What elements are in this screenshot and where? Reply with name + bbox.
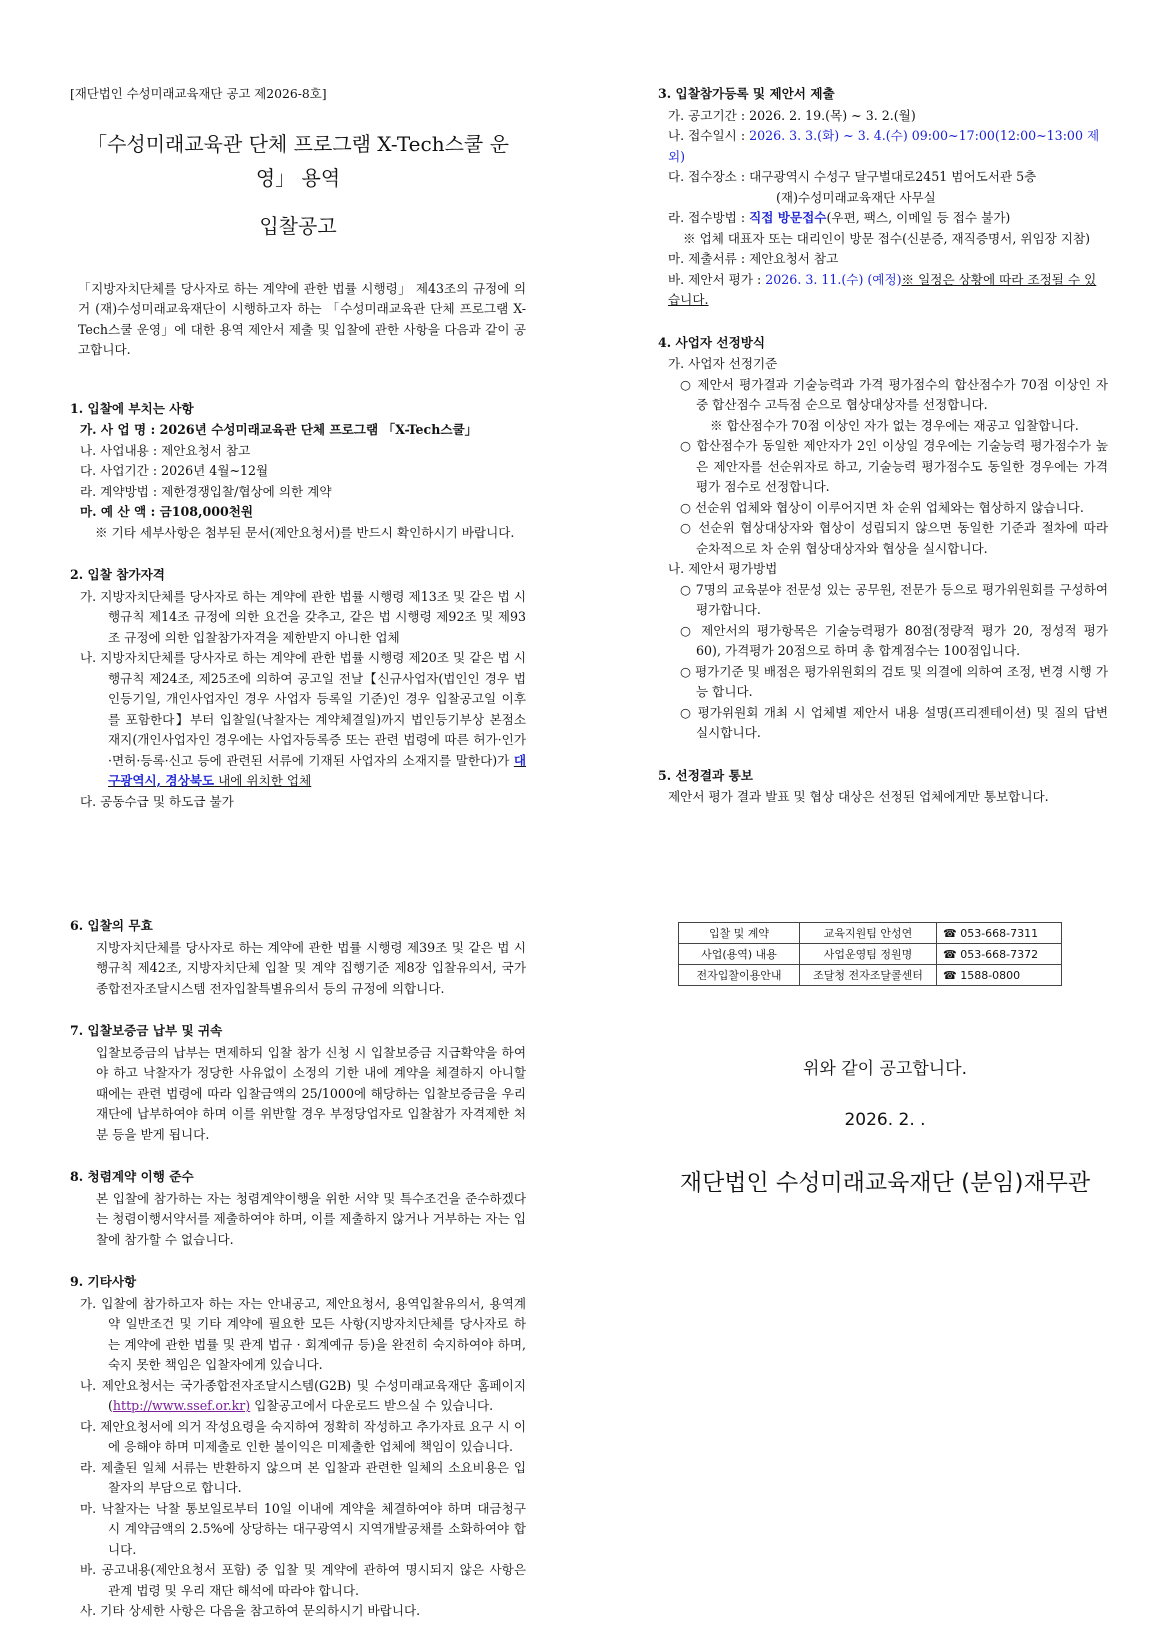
s9-item-e: 마. 낙찰자는 낙찰 통보일로부터 10일 이내에 계약을 체결하여야 하며 대금청구 시 계약금액의 2.5%에 상당하는 대구광역시 지역개발공채를 소화하여야 합니다.	[80, 1500, 526, 1557]
homepage-link[interactable]: http://www.ssef.or.kr)	[112, 1398, 251, 1413]
s2-item-a: 가. 지방자치단체를 당사자로 하는 계약에 관한 법률 시행령 제13조 및 같은 법 시행규칙 제14조 규정에 의한 요건을 갖추고, 같은 법 시행령 제92조 및 제93조 규정에 의한 입찰참가자격을 제한받지 아니한 업체	[80, 588, 526, 645]
title-line-1: 「수성미래교육관 단체 프로그램 X-Tech스쿨 운영」 용역	[87, 131, 509, 190]
contact-row	[679, 965, 1062, 986]
s3-notice-period: 가. 공고기간 : 2026. 2. 19.(목) ~ 3. 2.(월)	[668, 107, 916, 123]
section-5	[658, 766, 1108, 808]
section-7	[70, 1021, 526, 1145]
document-title	[70, 127, 526, 243]
s1-note: ※ 기타 세부사항은 첨부된 문서(제안요청서)를 반드시 확인하시기 바랍니다.	[95, 524, 515, 540]
s4-method-2: ○ 제안서의 평가항목은 기술능력평가 80점(정량적 평가 20, 정성적 평가 60), 가격평가 20점으로 하며 총 합계점수는 100점입니다.	[680, 622, 1108, 658]
s3-evaluation-label: 바. 제안서 평가 :	[668, 271, 766, 287]
s3-reception-method-tail: (우편, 팩스, 이메일 등 접수 불가)	[826, 210, 1011, 225]
section-7-heading: 7. 입찰보증금 납부 및 귀속	[70, 1023, 223, 1038]
section-2-heading: 2. 입찰 참가자격	[70, 567, 165, 582]
s3-evaluation-note: ※ 일정은 상황에 따라 조정될 수 있습니다.	[668, 271, 1097, 307]
s2-item-b-region: 대구광역시, 경상북도	[108, 752, 526, 788]
s8-body: 본 입찰에 참가하는 자는 청렴계약이행을 위한 서약 및 특수조건을 준수하겠다는 청렴이행서약서를 제출하여야 하며, 이를 제출하지 않거나 거부하는 자는 입찰에 참가할 수 없습니다.	[96, 1190, 526, 1247]
s4-method-4: ○ 평가위원회 개최 시 업체별 제안서 내용 설명(프리젠테이션) 및 질의 답변 실시합니다.	[680, 704, 1108, 740]
s2-item-b-text: 나. 지방자치단체를 당사자로 하는 계약에 관한 법률 시행령 제20조 및 같은 법 시행규칙 제24조, 제25조에 의하여 공고일 전날【신규사업자(법인인 경우 법인등기일, 개인사업자인 경우 사업자 등록일 기준)인 경우 입찰공고일 이후를 포함한다】부터 입찰일(낙찰자는 계약체결일)까지 법인등기부상 본점소재지(개인사업자인 경우에는 사업자등록증 또는 관련 법령에 따른 허가·인가·면허·등록·신고 등에 관련된 서류에 기재된 사업자의 소재지를 말한다)가	[80, 650, 526, 768]
section-3-heading: 3. 입찰참가등록 및 제안서 제출	[658, 86, 835, 101]
left-column-bottom	[70, 916, 526, 1644]
contact-phone: ☎ 1588-0800	[937, 965, 1062, 986]
s4-method-1: ○ 7명의 교육분야 전문성 있는 공무원, 전문가 등으로 평가위원회를 구성하여 평가합니다.	[680, 581, 1108, 617]
section-4	[658, 333, 1108, 744]
contact-team: 교육지원팀 안성연	[800, 923, 937, 944]
s9-item-a: 가. 입찰에 참가하고자 하는 자는 안내공고, 제안요청서, 용역입찰유의서, 용역계약 일반조건 및 기타 계약에 필요한 모든 사항(지방자치단체를 당사자로 하는 계약에 관한 법률 및 관계 법규 · 회계예규 등)을 완전히 숙지하여야 하며, 숙지 못한 책임은 입찰자에게 있습니다.	[80, 1295, 526, 1372]
s3-reception-time-label: 나. 접수일시 :	[668, 128, 750, 143]
left-column-top	[70, 84, 526, 834]
section-2	[70, 565, 526, 812]
section-4-heading: 4. 사업자 선정방식	[658, 334, 766, 350]
contact-table	[678, 922, 1062, 986]
s7-body: 입찰보증금의 납부는 면제하되 입찰 참가 신청 시 입찰보증금 지급확약을 하여야 하고 낙찰자가 정당한 사유없이 소정의 기한 내에 계약을 체결하지 아니할 때에는 관련 법령에 따라 입찰금액의 25/1000에 해당하는 입찰보증금을 우리 재단에 납부하여야 하며 이를 위반할 경우 부정당업자로 입찰참가 자격제한 처분 등을 받게 됩니다.	[96, 1044, 526, 1142]
section-8	[70, 1167, 526, 1250]
section-1	[70, 399, 526, 544]
s3-reception-place: 다. 접수장소 : 대구광역시 수성구 달구벌대로2451 범어도서관 5층	[668, 169, 1037, 184]
section-1-heading: 1. 입찰에 부치는 사항	[70, 400, 194, 416]
s2-item-b	[70, 648, 526, 792]
s4-method-3: ○ 평가기준 및 배점은 평가위원회의 검토 및 의결에 의하여 조정, 변경 시행 가능 합니다.	[680, 663, 1108, 699]
contact-row	[679, 923, 1062, 944]
contact-team: 조달청 전자조달콜센터	[800, 965, 937, 986]
s2-item-c: 다. 공동수급 및 하도급 불가	[80, 793, 234, 809]
s1-project-name: 가. 사 업 명 : 2026년 수성미래교육관 단체 프로그램 「X-Tech스쿨」	[80, 422, 478, 437]
s1-budget: 마. 예 산 액 : 금108,000천원	[80, 504, 254, 519]
s4-criteria-heading: 가. 사업자 선정기준	[668, 356, 778, 371]
s4-criteria-4: ○ 선순위 협상대상자와 협상이 성립되지 않으면 동일한 기준과 절차에 따라 순차적으로 차 순위 협상대상자와 협상을 실시합니다.	[680, 520, 1108, 556]
s4-criteria-1-note: ※ 합산점수가 70점 이상인 자가 없는 경우에는 재공고 입찰합니다.	[710, 417, 1079, 433]
contact-phone: ☎ 053-668-7311	[937, 923, 1062, 944]
s3-reception-method-label: 라. 접수방법 :	[668, 210, 750, 225]
s4-method-heading: 나. 제안서 평가방법	[668, 561, 778, 576]
s9-item-b-post: 입찰공고에서 다운로드 받으실 수 있습니다.	[250, 1398, 494, 1413]
s9-item-b-pre: 나. 제안요청서는 국가종합전자조달시스템(G2B) 및 수성미래교육재단 홈페이지(	[80, 1377, 526, 1413]
contact-category: 전자입찰이용안내	[679, 965, 800, 986]
s3-reception-place-2: (재)수성미래교육재단 사무실	[776, 189, 936, 205]
contact-category: 입찰 및 계약	[679, 923, 800, 944]
s1-project-content: 나. 사업내용 : 제안요청서 참고	[80, 442, 251, 458]
contact-phone: ☎ 053-668-7372	[937, 944, 1062, 965]
s9-item-d: 라. 제출된 일체 서류는 반환하지 않으며 본 입찰과 관련한 일체의 소요비용은 입찰자의 부담으로 합니다.	[80, 1459, 526, 1495]
s9-item-b	[70, 1376, 526, 1417]
closing-statement: 위와 같이 공고합니다.	[802, 1059, 967, 1079]
s3-evaluation	[658, 270, 1108, 311]
s5-body: 제안서 평가 결과 발표 및 협상 대상은 선정된 업체에게만 통보합니다.	[668, 789, 1049, 804]
right-column-top	[658, 84, 1108, 830]
s9-item-f: 바. 공고내용(제안요청서 포함) 중 입찰 및 계약에 관하여 명시되지 않은 사항은 관계 법령 및 우리 재단 해석에 따라야 합니다.	[80, 1562, 526, 1598]
s3-reception-time	[658, 126, 1108, 167]
s1-contract-method: 라. 계약방법 : 제한경쟁입찰/협상에 의한 계약	[80, 483, 332, 499]
section-3	[658, 84, 1108, 311]
s2-item-b-tail: 내에 위치한 업체	[214, 773, 312, 788]
section-5-heading: 5. 선정결과 통보	[658, 767, 753, 783]
contact-team: 사업운영팀 정원명	[800, 944, 937, 965]
section-9-heading: 9. 기타사항	[70, 1274, 137, 1289]
s4-criteria-1: ○ 제안서 평가결과 기술능력과 가격 평가점수의 합산점수가 70점 이상인 자 중 합산점수 고득점 순으로 협상대상자를 선정합니다.	[680, 376, 1108, 412]
section-6	[70, 916, 526, 999]
s4-criteria-3: ○ 선순위 업체와 협상이 이루어지면 차 순위 업체와는 협상하지 않습니다.	[680, 499, 1084, 515]
s3-reception-method	[658, 208, 1108, 229]
contact-row	[679, 944, 1062, 965]
s3-reception-method-value: 직접 방문접수	[749, 210, 827, 225]
s4-criteria-2: ○ 합산점수가 동일한 제안자가 2인 이상일 경우에는 기술능력 평가점수가 높은 제안자를 선순위자로 하고, 기술능력 평가점수도 동일한 경우에는 가격평가 점수로 선정합니다.	[680, 438, 1108, 494]
s3-reception-time-value: 2026. 3. 3.(화) ~ 3. 4.(수) 09:00~17:00(12:00~13:00 제외)	[668, 128, 1100, 164]
closing-organization: 재단법인 수성미래교육재단 (분임)재무관	[679, 1170, 1091, 1196]
section-6-heading: 6. 입찰의 무효	[70, 918, 153, 933]
section-9	[70, 1272, 526, 1622]
s1-project-period: 다. 사업기간 : 2026년 4월~12월	[80, 463, 269, 478]
title-line-2: 입찰공고	[259, 213, 337, 238]
s6-body: 지방자치단체를 당사자로 하는 계약에 관한 법률 시행령 제39조 및 같은 법 시행규칙 제42조, 지방자치단체 입찰 및 계약 집행기준 제8장 입찰유의서, 국가종합전자조달시스템 전자입찰특별유의서 등의 규정에 의합니다.	[96, 939, 526, 996]
contact-category: 사업(용역) 내용	[679, 944, 800, 965]
s9-item-g: 사. 기타 상세한 사항은 다음을 참고하여 문의하시기 바랍니다.	[80, 1603, 421, 1618]
intro-paragraph: 「지방자치단체를 당사자로 하는 계약에 관한 법률 시행령」 제43조의 규정에 의거 (재)수성미래교육재단이 시행하고자 하는 「수성미래교육관 단체 프로그램 X-Tech스쿨 운영」에 대한 용역 제안서 제출 및 입찰에 관한 사항을 다음과 같이 공고합니다.	[78, 280, 526, 357]
s3-evaluation-date: 2026. 3. 11.(수) (예정)	[765, 271, 902, 287]
notice-number: [재단법인 수성미래교육재단 공고 제2026-8호]	[70, 86, 327, 101]
section-8-heading: 8. 청렴계약 이행 준수	[70, 1169, 194, 1184]
s3-documents: 마. 제출서류 : 제안요청서 참고	[668, 251, 839, 266]
closing-date: 2026. 2. .	[844, 1110, 926, 1130]
s9-item-c: 다. 제안요청서에 의거 작성요령을 숙지하여 정확히 작성하고 추가자료 요구 시 이에 응해야 하며 미제출로 인한 불이익은 미제출한 업체에 책임이 있습니다.	[80, 1418, 526, 1454]
s3-reception-note: ※ 업체 대표자 또는 대리인이 방문 접수(신분증, 재직증명서, 위임장 지참)	[683, 230, 1091, 246]
